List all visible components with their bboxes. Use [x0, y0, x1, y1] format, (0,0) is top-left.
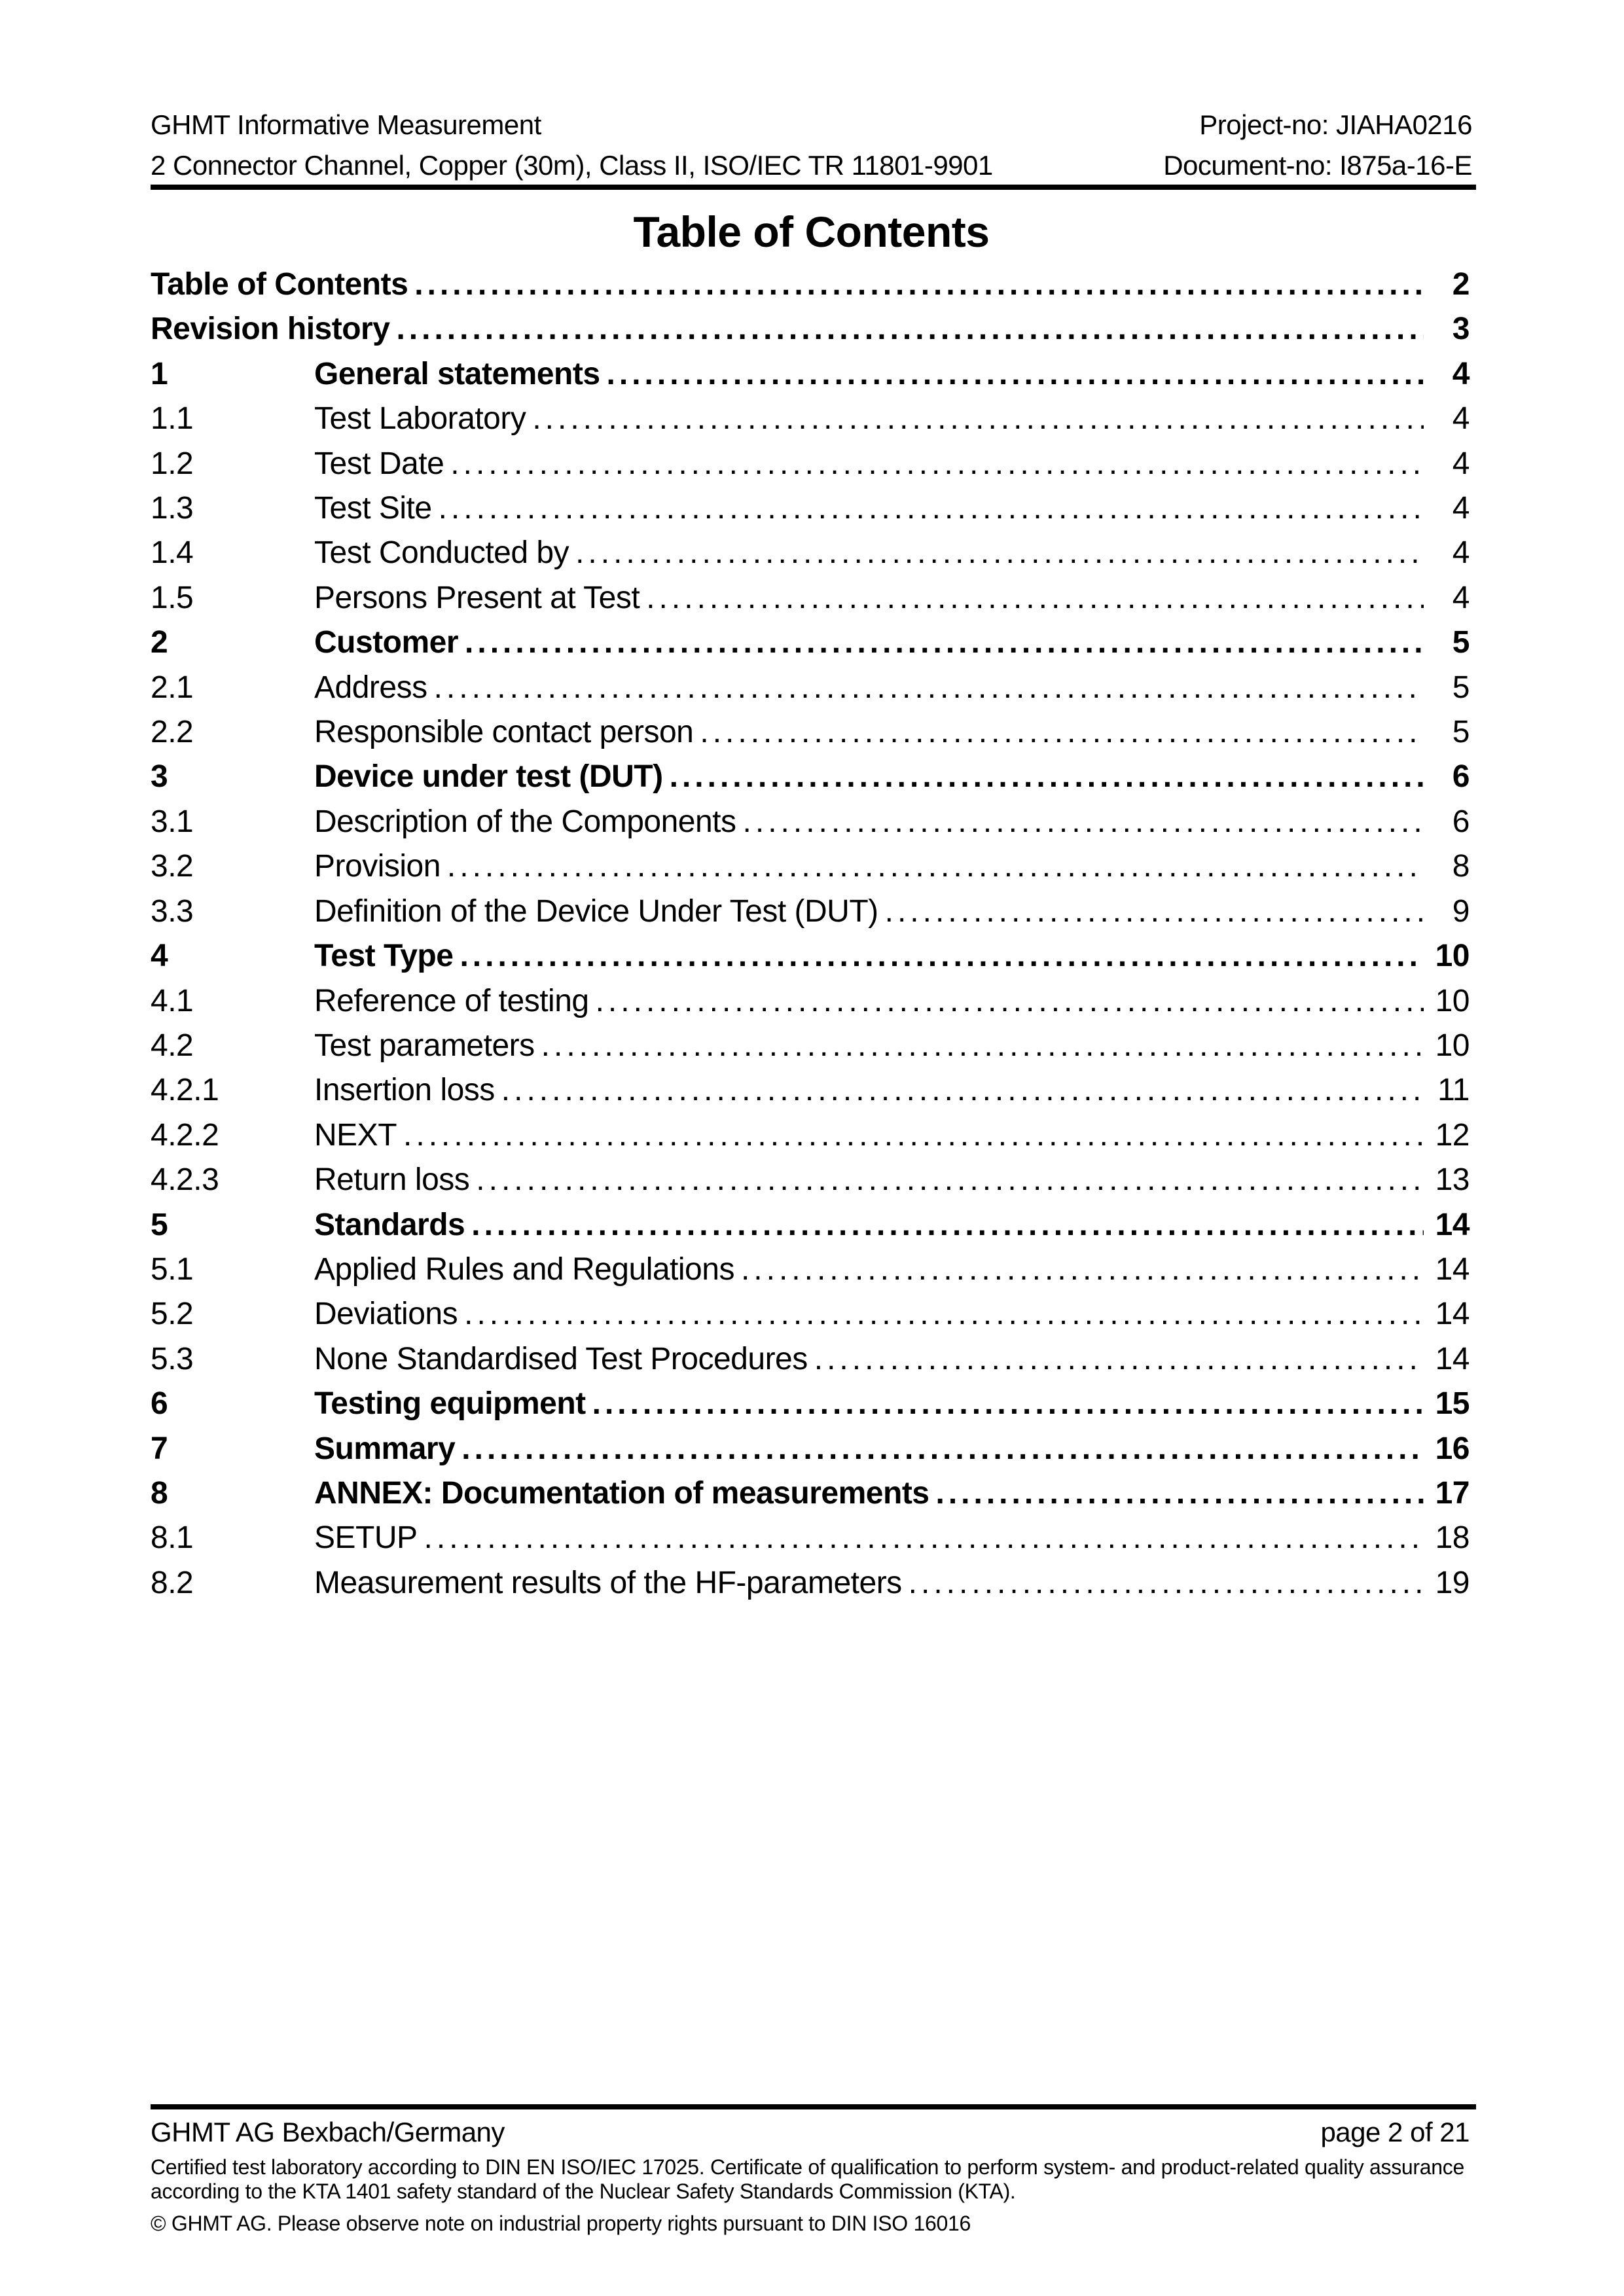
toc-row — [151, 620, 1470, 665]
toc-entry-number: 1 — [151, 356, 168, 391]
toc-dot-leader — [670, 755, 1424, 799]
toc-entry-page: 12 — [1435, 1117, 1470, 1153]
toc-entry-number: 4.2.1 — [151, 1073, 219, 1108]
toc-entry-page: 19 — [1435, 1565, 1470, 1600]
toc-dot-leader — [596, 979, 1424, 1024]
footer-divider — [151, 2104, 1476, 2109]
footer-certification-note: Certified test laboratory according to DIN EN ISO/IEC 17025. Certificate of qualification to perform system- and product-related quality assurance according to the KTA 1401 safety standard of the Nuclear Safety Standards Commission (KTA). — [151, 2155, 1464, 2203]
toc-entry-label: Test Laboratory — [314, 401, 526, 437]
toc-entry-number: 3.1 — [151, 804, 194, 839]
toc-row — [151, 442, 1470, 486]
toc-row — [151, 1561, 1470, 1605]
toc-entry-label: Reference of testing — [314, 983, 589, 1018]
toc-row — [151, 934, 1470, 978]
toc-entry-number: 2.1 — [151, 670, 194, 705]
toc-entry-number: 4 — [151, 939, 168, 974]
toc-entry-page: 11 — [1437, 1073, 1470, 1108]
toc-entry-label: Testing equipment — [314, 1386, 586, 1422]
toc-entry-label: Device under test (DUT) — [314, 759, 663, 795]
toc-row — [151, 666, 1470, 710]
header-row-1 — [151, 105, 1472, 145]
footer-company: GHMT AG Bexbach/Germany — [151, 2117, 505, 2147]
toc-row — [151, 979, 1470, 1024]
toc-row — [151, 1024, 1470, 1068]
toc-entry-label: General statements — [314, 356, 600, 391]
toc-entry-page: 4 — [1452, 356, 1470, 391]
toc-dot-leader — [741, 1247, 1424, 1292]
toc-entry-page: 9 — [1452, 893, 1470, 929]
toc-dot-leader — [450, 442, 1424, 486]
toc-row — [151, 307, 1470, 351]
toc-entry-page: 14 — [1435, 1207, 1470, 1242]
toc-entry-label: Standards — [314, 1207, 465, 1242]
toc-row — [151, 1337, 1470, 1382]
toc-entry-page: 16 — [1435, 1431, 1470, 1466]
toc-row — [151, 844, 1470, 889]
toc-dot-leader — [396, 307, 1424, 351]
toc-entry-number: 2 — [151, 625, 168, 660]
toc-row — [151, 1516, 1470, 1560]
toc-dot-leader — [439, 486, 1424, 531]
toc-entry-page: 8 — [1452, 849, 1470, 884]
page-title: Table of Contents — [633, 207, 990, 256]
toc-entry-label: Test parameters — [314, 1028, 535, 1063]
toc-entry-number: 1.5 — [151, 580, 194, 615]
toc-entry-number: 3.2 — [151, 849, 194, 884]
toc-entry-label: Test Site — [314, 491, 432, 526]
toc-entry-number: 8 — [151, 1475, 168, 1511]
toc-entry-number: 5 — [151, 1207, 168, 1242]
toc-entry-page: 5 — [1452, 625, 1470, 660]
toc-entry-label: Summary — [314, 1431, 456, 1466]
toc-dot-leader — [814, 1337, 1424, 1382]
toc-entry-label: ANNEX: Documentation of measurements — [314, 1475, 929, 1511]
toc-dot-leader — [461, 1427, 1424, 1471]
toc-entry-number: 1.1 — [151, 401, 194, 437]
toc-entry-label: Insertion loss — [314, 1073, 495, 1108]
toc-entry-page: 4 — [1452, 535, 1470, 571]
toc-entry-number: 4.1 — [151, 983, 194, 1018]
toc-entry-page: 5 — [1452, 715, 1470, 750]
toc-dot-leader — [460, 934, 1424, 978]
toc-entry-number: 4.2.3 — [151, 1162, 219, 1198]
toc-entry-number: 2.2 — [151, 715, 194, 750]
header-document-no: Document-no: I875a-16-E — [1163, 150, 1472, 181]
toc-entry-label: Measurement results of the HF-parameters — [314, 1565, 902, 1600]
toc-entry-number: 1.4 — [151, 535, 194, 571]
toc-row — [151, 1247, 1470, 1292]
toc-row — [151, 1203, 1470, 1247]
toc-entry-page: 14 — [1435, 1341, 1470, 1376]
toc-entry-page: 3 — [1452, 312, 1470, 347]
toc-dot-leader — [471, 1203, 1424, 1247]
toc-entry-number: 1.3 — [151, 491, 194, 526]
toc-entry-page: 14 — [1435, 1297, 1470, 1332]
toc-dot-leader — [434, 666, 1424, 710]
toc-entry-label: NEXT — [314, 1117, 397, 1153]
toc-row — [151, 800, 1470, 844]
toc-dot-leader — [646, 576, 1424, 620]
toc-list — [151, 262, 1470, 1605]
toc-dot-leader — [541, 1024, 1424, 1068]
toc-row — [151, 531, 1470, 575]
footer-copyright: © GHMT AG. Please observe note on industrial property rights pursuant to DIN ISO 16016 — [151, 2212, 971, 2235]
toc-entry-number: 8.2 — [151, 1565, 194, 1600]
toc-entry-label: Revision history — [151, 312, 390, 347]
toc-entry-label: Test Type — [314, 939, 454, 974]
toc-entry-number: 5.3 — [151, 1341, 194, 1376]
toc-entry-page: 5 — [1452, 670, 1470, 705]
toc-entry-page: 4 — [1452, 491, 1470, 526]
toc-entry-number: 5.1 — [151, 1251, 194, 1287]
toc-dot-leader — [936, 1471, 1424, 1516]
toc-entry-page: 6 — [1452, 759, 1470, 795]
toc-entry-page: 14 — [1435, 1251, 1470, 1287]
toc-entry-label: SETUP — [314, 1520, 418, 1556]
toc-row — [151, 397, 1470, 441]
toc-entry-page: 15 — [1435, 1386, 1470, 1422]
toc-entry-label: Deviations — [314, 1297, 458, 1332]
toc-dot-leader — [885, 889, 1424, 934]
toc-entry-number: 7 — [151, 1431, 168, 1466]
header-divider — [151, 185, 1476, 190]
toc-entry-page: 4 — [1452, 401, 1470, 437]
toc-dot-leader — [476, 1158, 1424, 1202]
toc-row — [151, 486, 1470, 531]
toc-entry-label: Address — [314, 670, 427, 705]
page-header — [151, 105, 1472, 186]
toc-row — [151, 1158, 1470, 1202]
header-report-type: GHMT Informative Measurement — [151, 109, 541, 140]
toc-entry-page: 6 — [1452, 804, 1470, 839]
toc-entry-page: 10 — [1435, 983, 1470, 1018]
toc-row — [151, 262, 1470, 307]
footer-page-number: page 2 of 21 — [1320, 2117, 1470, 2147]
toc-entry-number: 3 — [151, 759, 168, 795]
toc-dot-leader — [424, 1516, 1424, 1560]
page-footer — [151, 2115, 1470, 2236]
toc-row — [151, 1427, 1470, 1471]
toc-entry-number: 5.2 — [151, 1297, 194, 1332]
toc-dot-leader — [592, 1382, 1424, 1426]
toc-dot-leader — [414, 262, 1424, 307]
footer-main-row — [151, 2115, 1470, 2150]
toc-row — [151, 352, 1470, 397]
toc-dot-leader — [465, 620, 1424, 665]
toc-entry-label: None Standardised Test Procedures — [314, 1341, 808, 1376]
toc-entry-page: 17 — [1435, 1475, 1470, 1511]
toc-row — [151, 1068, 1470, 1113]
toc-entry-label: Return loss — [314, 1162, 470, 1198]
toc-row — [151, 710, 1470, 755]
toc-entry-label: Responsible contact person — [314, 715, 694, 750]
toc-entry-page: 13 — [1435, 1162, 1470, 1198]
toc-row — [151, 1471, 1470, 1516]
toc-dot-leader — [464, 1292, 1424, 1336]
toc-entry-number: 1.2 — [151, 446, 194, 481]
toc-entry-label: Applied Rules and Regulations — [314, 1251, 734, 1287]
toc-entry-label: Test Date — [314, 446, 444, 481]
header-row-2 — [151, 145, 1472, 186]
toc-entry-page: 10 — [1435, 1028, 1470, 1063]
toc-entry-label: Description of the Components — [314, 804, 736, 839]
toc-entry-page: 2 — [1452, 267, 1470, 302]
toc-row — [151, 1113, 1470, 1158]
toc-dot-leader — [700, 710, 1424, 755]
toc-row — [151, 755, 1470, 799]
toc-entry-page: 4 — [1452, 446, 1470, 481]
toc-row — [151, 889, 1470, 934]
toc-entry-page: 10 — [1435, 939, 1470, 974]
toc-entry-number: 6 — [151, 1386, 168, 1422]
toc-row — [151, 1292, 1470, 1336]
toc-entry-number: 4.2 — [151, 1028, 194, 1063]
toc-entry-label: Persons Present at Test — [314, 580, 640, 615]
toc-entry-number: 8.1 — [151, 1520, 194, 1556]
toc-dot-leader — [607, 352, 1424, 397]
header-project-no: Project-no: JIAHA0216 — [1199, 109, 1472, 140]
toc-entry-number: 3.3 — [151, 893, 194, 929]
toc-dot-leader — [909, 1561, 1424, 1605]
toc-entry-page: 4 — [1452, 580, 1470, 615]
toc-entry-label: Provision — [314, 849, 441, 884]
toc-entry-number: 4.2.2 — [151, 1117, 219, 1153]
toc-entry-label: Test Conducted by — [314, 535, 569, 571]
toc-row — [151, 576, 1470, 620]
toc-dot-leader — [403, 1113, 1424, 1158]
toc-dot-leader — [501, 1068, 1424, 1113]
toc-entry-page: 18 — [1435, 1520, 1470, 1556]
toc-entry-label: Customer — [314, 625, 459, 660]
toc-row — [151, 1382, 1470, 1426]
toc-entry-label: Table of Contents — [151, 267, 408, 302]
toc-dot-leader — [743, 800, 1424, 844]
header-report-subject: 2 Connector Channel, Copper (30m), Class II, ISO/IEC TR 11801-9901 — [151, 150, 993, 181]
toc-dot-leader — [447, 844, 1424, 889]
toc-dot-leader — [575, 531, 1424, 575]
toc-entry-label: Definition of the Device Under Test (DUT) — [314, 893, 878, 929]
toc-dot-leader — [532, 397, 1424, 441]
